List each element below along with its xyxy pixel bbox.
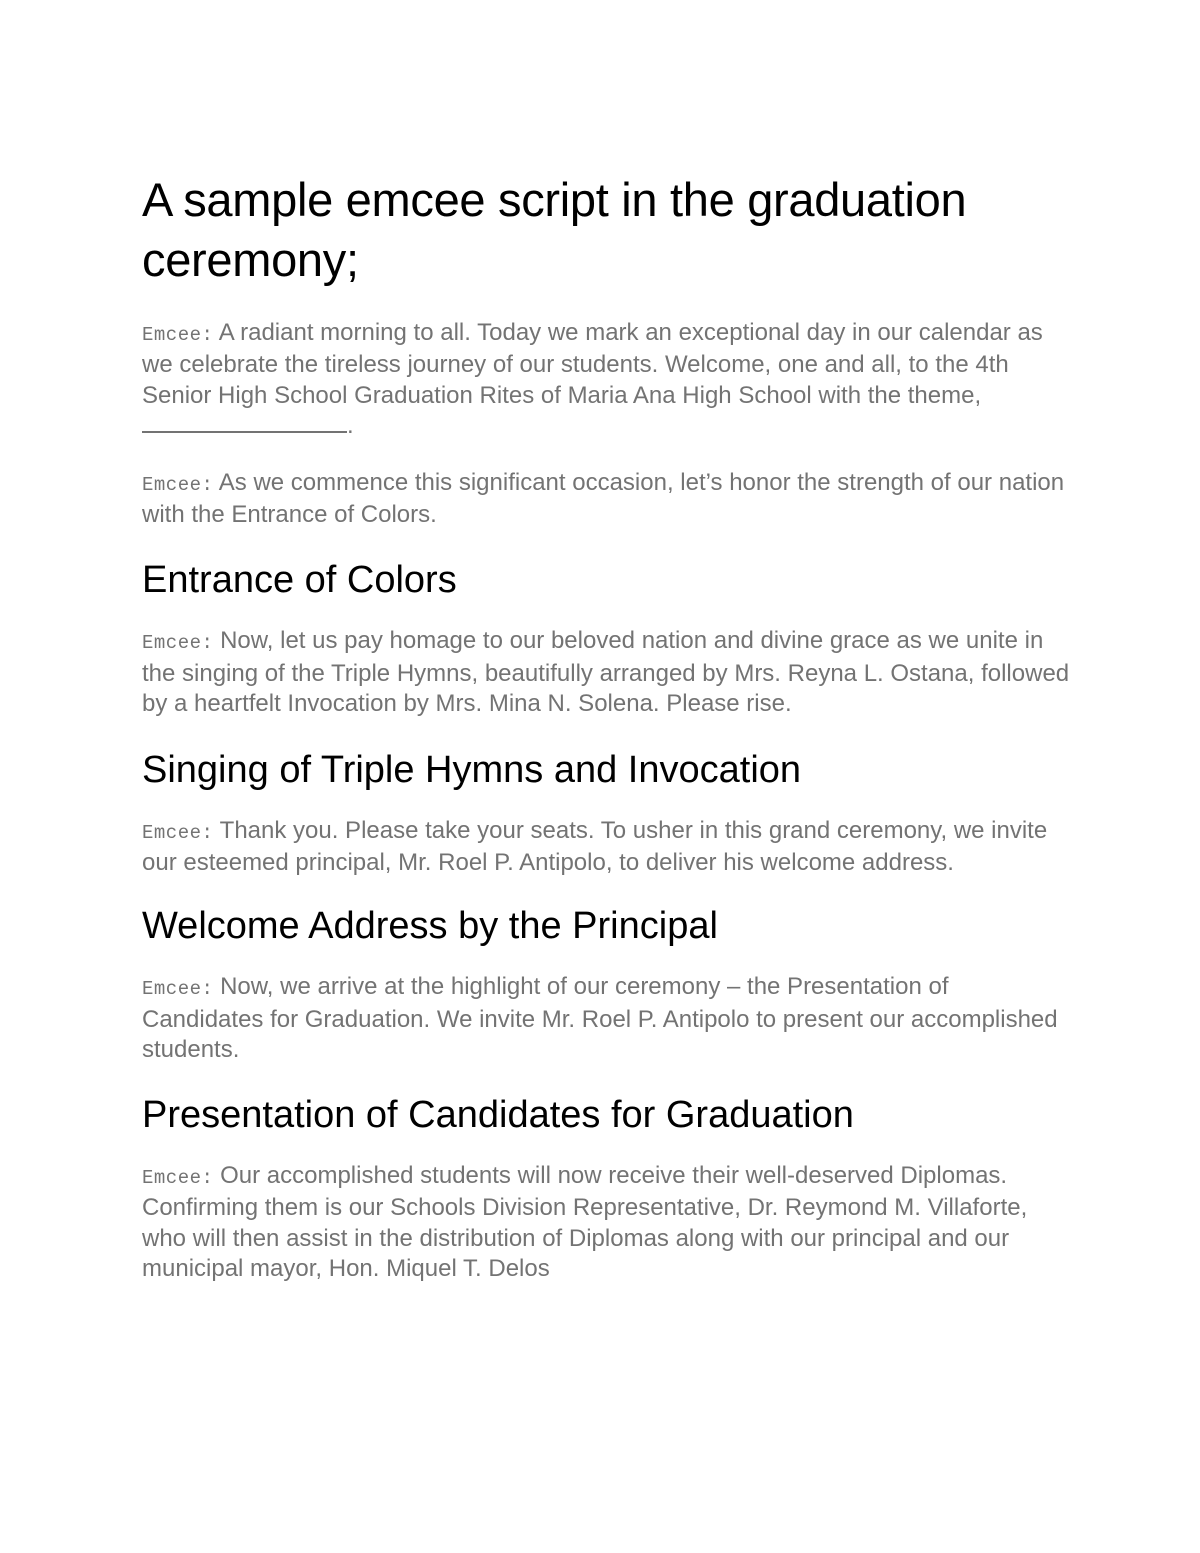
paragraph-text-end: . (347, 412, 354, 440)
speaker-label: Emcee: (142, 1166, 214, 1189)
heading-triple-hymns: Singing of Triple Hymns and Invocation (142, 748, 802, 791)
heading-presentation-of-candidates: Presentation of Candidates for Graduation (142, 1093, 854, 1136)
paragraph-text: Our accomplished students will now receive their well-deserved Diplomas. Confirming them is our Schools Division Representative, Dr. Reymond M. Villaforte, who will then assist in the distribution of Diplomas along with our principal and our municipal mayor, Hon. Miquel T. Delos (142, 1161, 1028, 1282)
emcee-paragraph-colors (142, 468, 1072, 531)
paragraph-text: Now, we arrive at the highlight of our ceremony – the Presentation of Candidates for Graduation. We invite Mr. Roel P. Antipolo to present our accomplished students. (142, 973, 1058, 1064)
heading-welcome-address: Welcome Address by the Principal (142, 905, 718, 948)
speaker-label: Emcee: (142, 632, 214, 655)
paragraph-text: Thank you. Please take your seats. To usher in this grand ceremony, we invite our esteemed principal, Mr. Roel P. Antipolo, to deliver his welcome address. (142, 816, 1048, 877)
theme-blank-line (142, 411, 347, 433)
heading-entrance-of-colors: Entrance of Colors (142, 559, 457, 602)
paragraph-text: A radiant morning to all. Today we mark an exceptional day in our calendar as we celebrate the tireless journey of our students. Welcome, one and all, to the 4th Senior High School Graduation Rites of Maria Ana High School with the theme, (142, 319, 1043, 409)
emcee-paragraph-candidates (142, 972, 1072, 1065)
paragraph-text: As we commence this significant occasion, let’s honor the strength of our nation with the Entrance of Colors. (142, 468, 1065, 529)
speaker-label: Emcee: (142, 473, 214, 496)
paragraph-text: Now, let us pay homage to our beloved nation and divine grace as we unite in the singing of the Triple Hymns, beautifully arranged by Mrs. Reyna L. Ostana, followed by a heartfelt Invocation by Mrs. Mina N. Solena. Please rise. (142, 627, 1070, 718)
speaker-label: Emcee: (142, 978, 214, 1001)
emcee-paragraph-diplomas (142, 1161, 1072, 1285)
emcee-paragraph-hymns (142, 626, 1072, 719)
emcee-paragraph-welcome (142, 318, 1072, 442)
document-title: A sample emcee script in the graduation ceremony; (142, 173, 967, 286)
speaker-label: Emcee: (142, 324, 214, 346)
emcee-paragraph-principal (142, 816, 1072, 879)
speaker-label: Emcee: (142, 821, 214, 844)
document-content (142, 170, 1072, 1284)
